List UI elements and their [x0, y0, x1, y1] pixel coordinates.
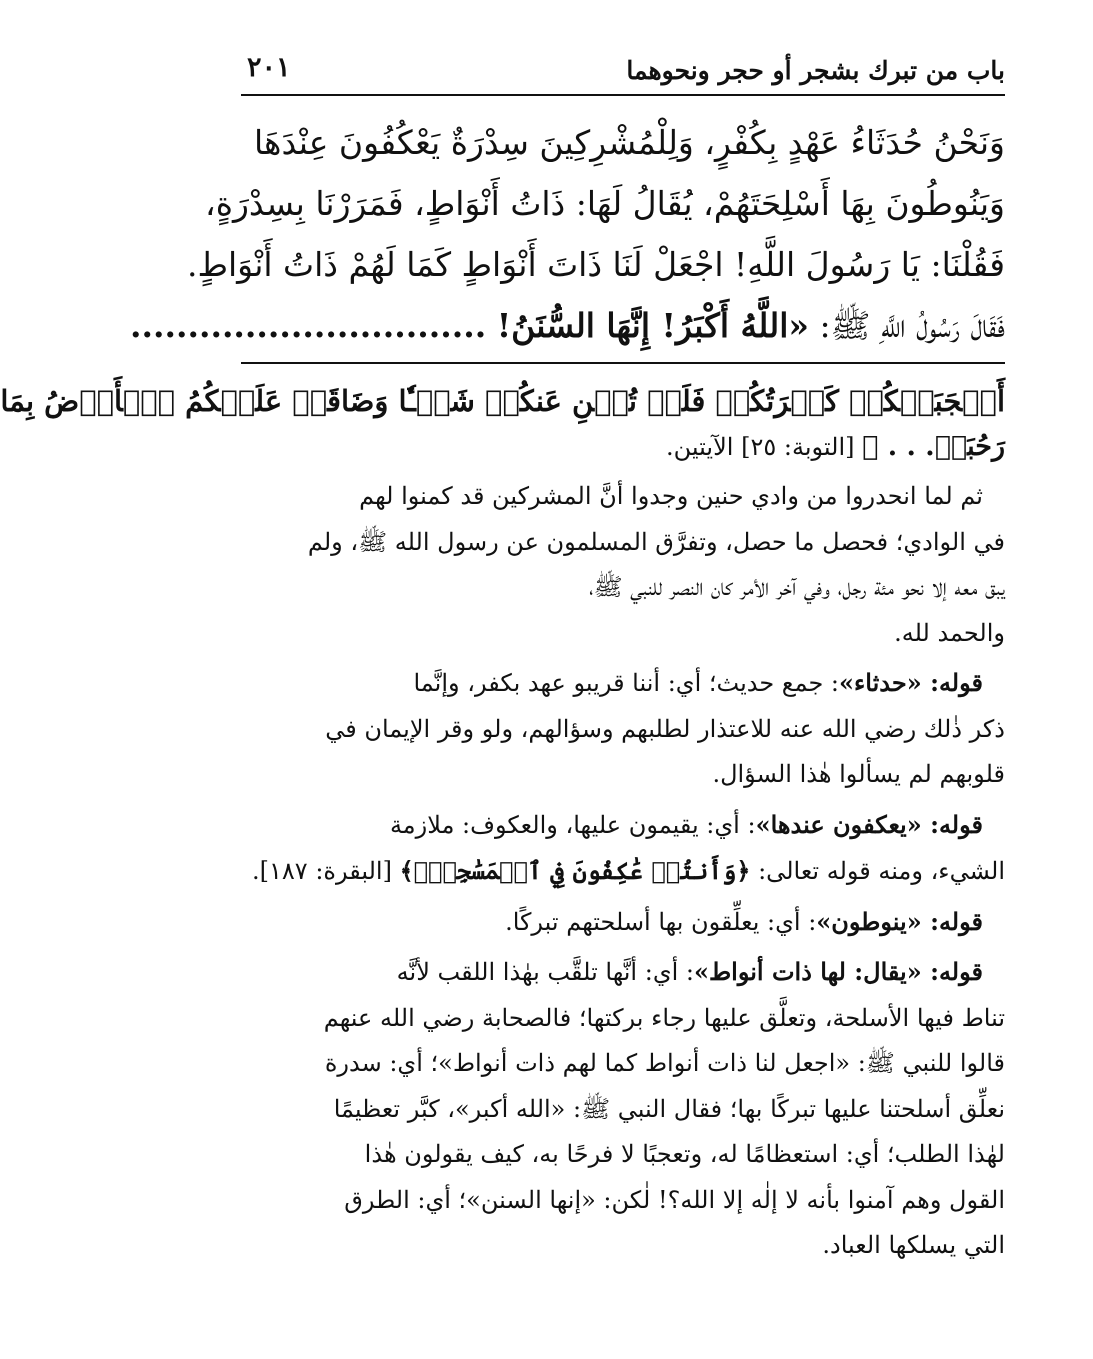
paragraph [241, 474, 1005, 656]
verse-reference: [التوبة: ٢٥] الآيتين. [666, 433, 863, 461]
paragraph-line: القول وهم آمنوا بأنه لا إلٰه إلا الله؟! لٰكن: «إنها السنن»؛ أي: الطرق [344, 1185, 1005, 1214]
quran-quote: ﴿وَأَنتُمۡ عَٰكِفُونَ فِي ٱلۡمَسَٰجِدِۗ﴾ [399, 856, 751, 885]
paragraph [241, 660, 1005, 798]
page-number: ٢٠١ [247, 52, 291, 83]
page-header [241, 50, 1005, 90]
paragraph [241, 802, 1005, 895]
paragraph-line: والحمد لله. [894, 618, 1005, 647]
commentary [0, 378, 1005, 1269]
hadith-line [130, 295, 1005, 356]
ellipsis-dots: ............................... [130, 306, 487, 345]
paragraph-line: قالوا للنبي ﷺ: «اجعل لنا ذات أنواط كما لهم ذات أنواط»؛ أي: سدرة [324, 1049, 1005, 1077]
quran-verse-fragment: رَحُبَتۡ. . . ﴾ [862, 431, 1005, 462]
paragraph-line: قوله: «حدثاء»: جمع حديث؛ أي: أننا قريبو عهد بكفر، وإنَّما [413, 668, 983, 697]
quran-verse: أَعۡجَبَتۡكُمۡ كَثۡرَتُكُمۡ فَلَمۡ تُغۡنِ عَنكُمۡ شَيۡـٔٗا وَضَاقَتۡ عَلَيۡكُمُ ٱلۡأَرۡضُ بِمَا [0, 384, 1005, 418]
hadith-line: وَنَحْنُ حُدَثَاءُ عَهْدٍ بِكُفْرٍ، وَلِلْمُشْرِكِينَ سِدْرَةٌ يَعْكُفُونَ عِنْدَهَا [254, 123, 1005, 162]
text-divider [241, 362, 1005, 364]
paragraph-line: الشيء، ومنه قوله تعالى: ﴿وَأَنتُمۡ عَٰكِفُونَ فِي ٱلۡمَسَٰجِدِۗ﴾ [البقرة: ١٨٧]. [252, 856, 1005, 885]
paragraph-line: قلوبهم لم يسألوا هٰذا السؤال. [712, 760, 1005, 788]
paragraph-line: يبق معه إلا نحو مئة رجل، وفي آخر الأمر كان النصر للنبي ﷺ، [588, 573, 1005, 601]
gloss-label: قوله: «ينوطون» [816, 906, 983, 936]
paragraph-line: قوله: «يقال: لها ذات أنواط»: أي: أنَّها تلقَّب بهٰذا اللقب لأنَّه [396, 957, 983, 986]
running-title: باب من تبرك بشجر أو حجر ونحوهما [626, 56, 1005, 85]
hadith-line: فَقُلْنَا: يَا رَسُولَ اللَّهِ! اجْعَلْ لَنَا ذَاتَ أَنْوَاطٍ كَمَا لَهُمْ ذَاتُ أَنْوَاطٍ. [186, 245, 1005, 284]
verse-block [0, 378, 1005, 470]
gloss-label: قوله: «يعكفون عندها» [755, 809, 983, 839]
verse-reference: [البقرة: ١٨٧]. [252, 857, 400, 885]
paragraph-line: لهٰذا الطلب؛ أي: استعظامًا له، وتعجبًا لا فرحًا به، كيف يقولون هٰذا [364, 1140, 1005, 1168]
paragraph-line: ذكر ذٰلك رضي الله عنه للاعتذار لطلبهم وسؤالهم، ولو وقر الإيمان في [325, 714, 1005, 743]
paragraph [241, 949, 1005, 1269]
hadith-line: وَيَنُوطُونَ بِهَا أَسْلِحَتَهُمْ، يُقَالُ لَهَا: ذَاتُ أَنْوَاطٍ، فَمَرَرْنَا بِسِدْرَةٍ، [205, 184, 1005, 223]
quran-verse-end [241, 424, 1005, 470]
paragraph-line: تناط فيها الأسلحة، وتعلَّق عليها رجاء بركتها؛ فالصحابة رضي الله عنهم [323, 1003, 1005, 1032]
paragraph-line: في الوادي؛ فحصل ما حصل، وتفرَّق المسلمون عن رسول الله ﷺ، ولم [307, 527, 1005, 556]
gloss-label: قوله: «حدثاء» [839, 668, 983, 697]
hadith-lead: فَقَالَ رَسُولُ اللَّهِ ﷺ: [809, 306, 1005, 345]
paragraph-line: التي يسلكها العباد. [822, 1231, 1005, 1259]
paragraph-line: نعلِّق أسلحتنا عليها تبركًا بها؛ فقال النبي ﷺ: «الله أكبر»، كبَّر تعظيمًا [333, 1094, 1005, 1123]
paragraph [241, 899, 1005, 946]
header-rule [241, 94, 1005, 96]
gloss-label: قوله: «يقال: لها ذات أنواط» [693, 957, 983, 986]
paragraph-line: ثم لما انحدروا من وادي حنين وجدوا أنَّ المشركين قد كمنوا لهم [359, 482, 983, 510]
hadith-text [130, 112, 1005, 356]
paragraph-line: قوله: «يعكفون عندها»: أي: يقيمون عليها، والعكوف: ملازمة [389, 809, 983, 839]
hadith-quote: «اللَّهُ أَكْبَرُ! إِنَّهَا السُّنَنُ! [496, 306, 809, 345]
paragraph-line: قوله: «ينوطون»: أي: يعلِّقون بها أسلحتهم تبركًا. [505, 906, 983, 936]
